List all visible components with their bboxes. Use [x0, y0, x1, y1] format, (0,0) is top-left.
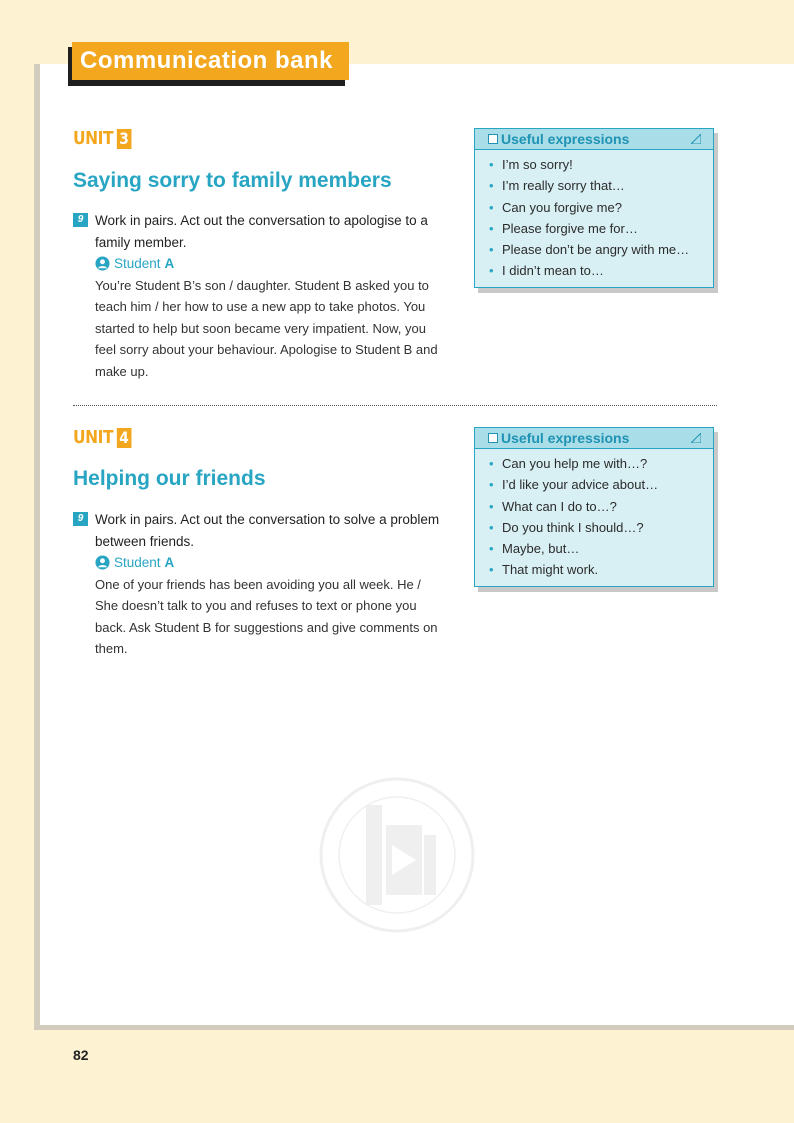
list-item: • Do you think I should…? [489, 517, 713, 538]
list-item: • What can I do to…? [489, 496, 713, 517]
unit-word: UNIT [73, 128, 114, 149]
unit-3-label [73, 128, 131, 149]
list-item: • Please forgive me for… [489, 218, 713, 239]
person-icon [95, 256, 110, 271]
task-description: You’re Student B’s son / daughter. Student B asked you to teach him / her how to use a new app to take photos. You started to help but soon became very impatient. Now, you feel sorry about your behaviour. Apologise to Student B and make up. [95, 277, 438, 379]
student-letter: A [164, 256, 175, 271]
publisher-watermark-seal [316, 765, 478, 947]
list-item: • That might work. [489, 559, 713, 580]
useful-expressions-header [475, 129, 713, 150]
section-divider [73, 405, 717, 406]
person-icon [95, 555, 110, 570]
task-number-badge: 9 [73, 213, 88, 227]
useful-expressions-list [475, 449, 713, 581]
unit-number-badge: 4 [117, 428, 132, 448]
student-letter: A [164, 555, 175, 570]
list-item: • I’m so sorry! [489, 154, 713, 175]
unit-3-title: Saying sorry to family members [73, 169, 392, 192]
unit-4-title: Helping our friends [73, 467, 266, 490]
checkbox-square-icon [488, 134, 498, 144]
unit-4-task [73, 509, 443, 660]
useful-expressions-header [475, 428, 713, 449]
task-description: One of your friends has been avoiding you all week. He / She doesn’t talk to you and refuses to text or phone you back. Ask Student B for suggestions and give comments on them. [95, 576, 438, 656]
list-item: • Maybe, but… [489, 538, 713, 559]
list-item: • Can you forgive me? [489, 197, 713, 218]
list-item: • I’m really sorry that… [489, 175, 713, 196]
corner-triangle-icon [691, 134, 701, 144]
useful-expressions-box-unit-3 [474, 128, 714, 288]
checkbox-square-icon [488, 433, 498, 443]
section-banner: Communication bank [72, 42, 349, 80]
list-item: • I’d like your advice about… [489, 474, 713, 495]
task-instruction: Work in pairs. Act out the conversation to apologise to a family member. [95, 213, 428, 250]
unit-number-badge: 3 [117, 129, 132, 149]
page-number: 82 [73, 1047, 89, 1063]
student-role-label [73, 552, 443, 574]
task-number-badge: 9 [73, 512, 88, 526]
student-role-label [73, 253, 443, 275]
useful-expressions-title: Useful expressions [501, 430, 630, 446]
corner-triangle-icon [691, 433, 701, 443]
list-item: • Please don’t be angry with me… [489, 239, 713, 260]
useful-expressions-box-unit-4 [474, 427, 714, 587]
student-label: Student [114, 555, 161, 570]
list-item: • I didn’t mean to… [489, 260, 713, 281]
unit-4-label [73, 427, 131, 448]
list-item: • Can you help me with…? [489, 453, 713, 474]
unit-3-task [73, 210, 443, 382]
useful-expressions-list [475, 150, 713, 282]
useful-expressions-title: Useful expressions [501, 131, 630, 147]
task-instruction: Work in pairs. Act out the conversation to solve a problem between friends. [95, 512, 440, 549]
unit-word: UNIT [73, 427, 114, 448]
student-label: Student [114, 256, 161, 271]
